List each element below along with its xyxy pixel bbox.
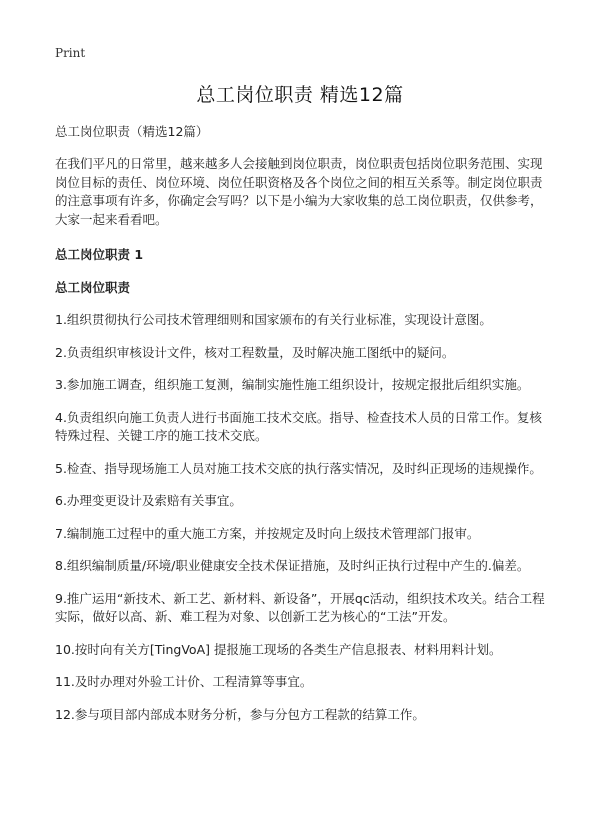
list-item: 5.检查、指导现场施工人员对施工技术交底的执行落实情况，及时纠正现场的违规操作。 bbox=[55, 460, 542, 476]
list-item: 3.参加施工调查，组织施工复测，编制实施性施工组织设计，按规定报批后组织实施。 bbox=[55, 377, 530, 392]
list-item: 12.参与项目部内部成本财务分析，参与分包方工程款的结算工作。 bbox=[55, 706, 425, 722]
list-item: 11.及时办理对外验工计价、工程清算等事宜。 bbox=[55, 674, 313, 689]
list-item: 1.组织贯彻执行公司技术管理细则和国家颁布的有关行业标准，实现设计意图。 bbox=[55, 312, 492, 327]
list-item: 6.办理变更设计及索赔有关事宜。 bbox=[55, 493, 242, 508]
page-title: 总工岗位职责 精选12篇 bbox=[196, 84, 404, 106]
document-body bbox=[55, 122, 545, 738]
list-item: 7.编制施工过程中的重大施工方案，并按规定及时向上级技术管理部门报审。 bbox=[55, 525, 480, 541]
document-subtitle: 总工岗位职责（精选12篇） bbox=[55, 124, 209, 139]
intro-paragraph: 在我们平凡的日常里，越来越多人会接触到岗位职责，岗位职责包括岗位职务范围、实现岗位目标的责任、岗位环境、岗位任职资格及各个岗位之间的相互关系等。制定岗位职责的注意事项有许多，你确定会写吗？以下是小编为大家收集的总工岗位职责，仅供参考，大家一起来看看吧。 bbox=[55, 156, 543, 227]
section-heading: 总工岗位职责 1 bbox=[55, 247, 144, 262]
list-item: 10.按时向有关方[TingVoA] 提报施工现场的各类生产信息报表、材料用料计划。 bbox=[55, 641, 502, 657]
list-item: 8.组织编制质量/环境/职业健康安全技术保证措施，及时纠正执行过程中产生的.偏差。 bbox=[55, 558, 530, 573]
sub-heading: 总工岗位职责 bbox=[55, 280, 131, 295]
list-item: 2.负责组织审核设计文件，核对工程数量，及时解决施工图纸中的疑问。 bbox=[55, 344, 455, 360]
list-item: 4.负责组织向施工负责人进行书面施工技术交底。指导、检查技术人员的日常工作。复核特殊过程、关键工序的施工技术交底。 bbox=[55, 409, 542, 443]
print-label: Print bbox=[55, 46, 86, 60]
list-item: 9.推广运用“新技术、新工艺、新材料、新设备”，开展qc活动，组织技术攻关。结合工程实际，做好以高、新、难工程为对象、以创新工艺为核心的“工法”开发。 bbox=[55, 590, 545, 624]
